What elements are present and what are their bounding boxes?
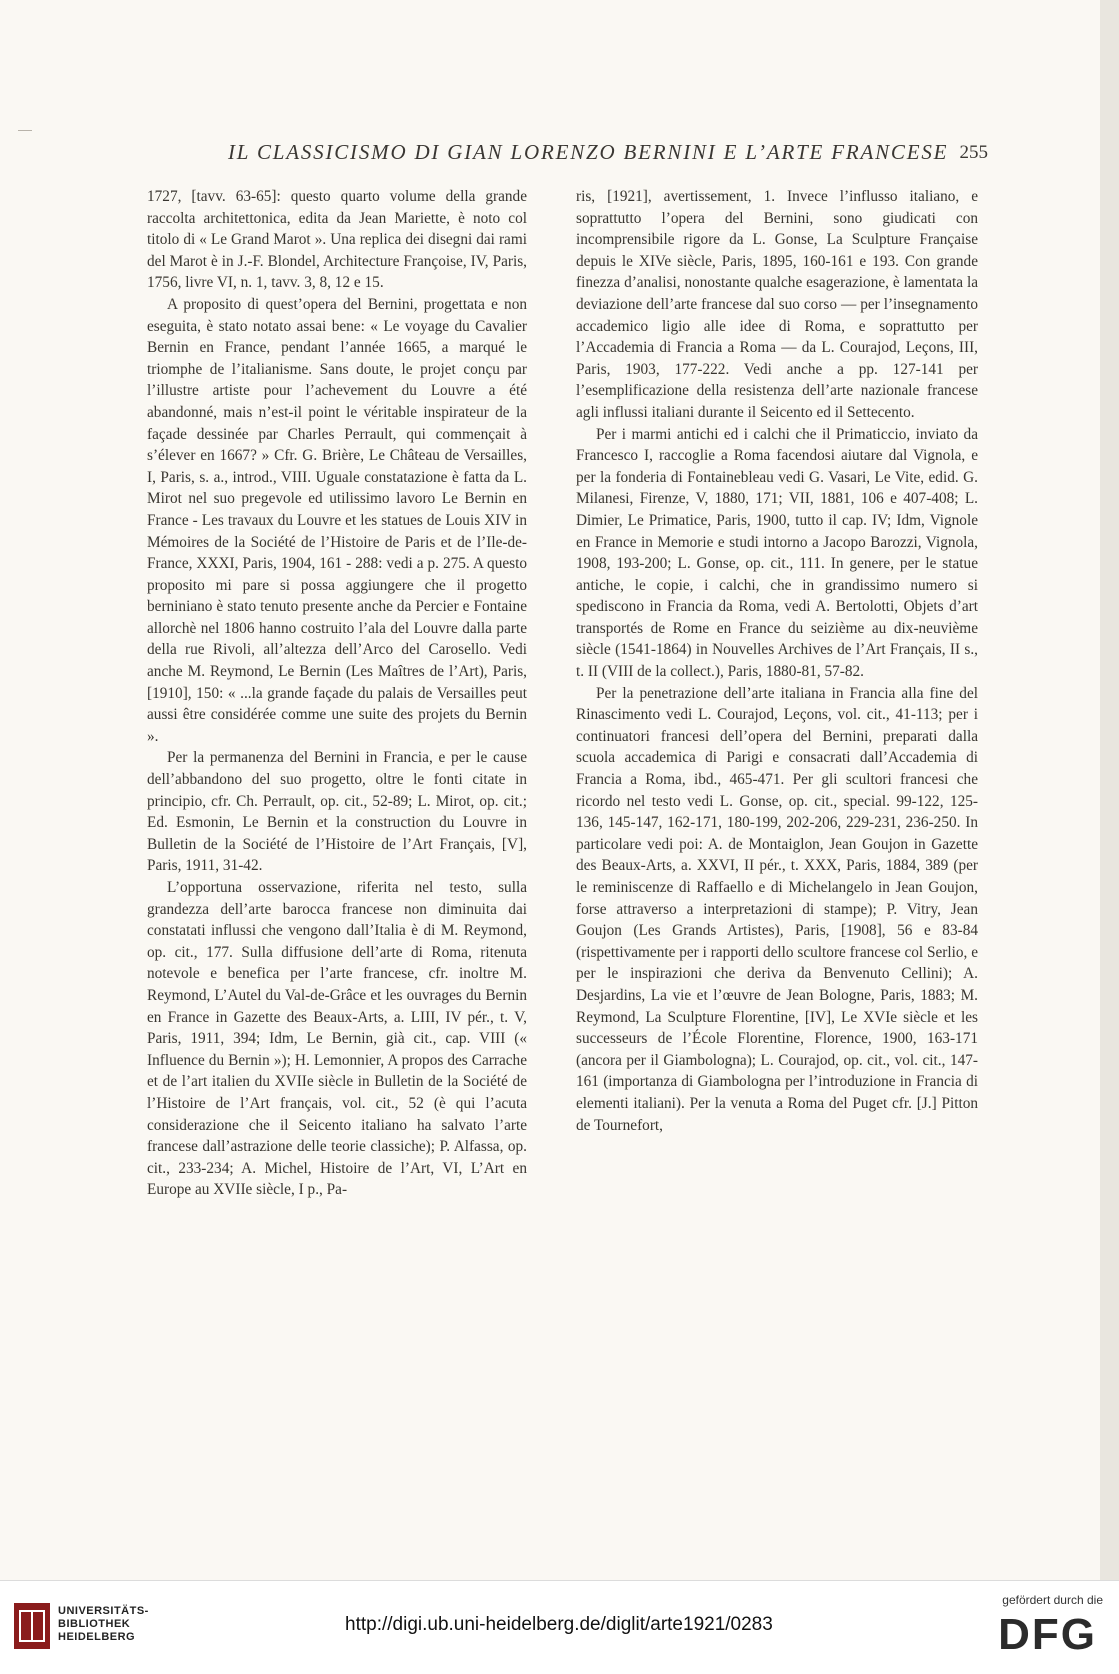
funded-by-label: gefördert durch die [1002, 1593, 1103, 1607]
university-seal-icon [14, 1603, 50, 1649]
paragraph: 1727, [tavv. 63-65]: questo quarto volume della grande raccolta architettonica, edita da Jean Mariette, è noto col titolo di « Le Grand Marot ». Una replica dei disegni dai rami del Marot è in J.-F. Blondel, Architecture Françoise, IV, Paris, 1756, livre VI, n. 1, tavv. 3, 8, 12 e 15. [147, 188, 527, 292]
margin-mark [18, 130, 32, 131]
digital-library-link[interactable]: http://digi.ub.uni-heidelberg.de/diglit/arte1921/0283 [345, 1614, 773, 1635]
digitization-footer [0, 1580, 1119, 1674]
page-number: 255 [959, 142, 988, 163]
page-header [228, 140, 988, 170]
dfg-logo: DFG [998, 1610, 1097, 1659]
paragraph: L’opportuna osservazione, riferita nel testo, sulla grandezza dell’arte barocca francese non diminuita dai constatati influssi che vengono dall’Italia è di M. Reymond, op. cit., 177. Sulla diffusione dell’arte di Roma, ritenuta notevole e benefica per l’arte francese, cfr. inoltre M. Reymond, L’Autel du Val-de-Grâce et les ouvrages du Bernin en France in Gazette des Beaux-Arts, a. LIII, IV pér., t. V, Paris, 1911, 394; Idm, Le Bernin, già cit., cap. VIII (« Influence du Bernin »); H. Lemonnier, A propos des Carrache et de l’art italien du XVIIe siècle in Bulletin de la Société de l’Histoire de l’Art français, vol. cit., 52 (è qui l’acuta considerazione che il Seicento italiano ha salvato l’arte francese dall’astrazione delle teorie classiche); P. Alfassa, op. cit., 233-234; A. Michel, Histoire de l’Art, VI, L’Art en Europe au XVIIe siècle, I p., Pa- [147, 879, 527, 1199]
paragraph: Per i marmi antichi ed i calchi che il Primaticcio, inviato da Francesco I, raccoglie a Roma facendosi aiutare dal Vignola, e per la fonderia di Fontainebleau vedi G. Vasari, Le Vite, edid. G. Milanesi, Firenze, V, 1880, 171; VII, 1881, 106 e 407-408; L. Dimier, Le Primatice, Paris, 1900, tutto il cap. IV; Idm, Vignole en France in Memorie e studi intorno a Jacopo Barozzi, Vignola, 1908, 193-200; L. Gonse, op. cit., 111. In genere, per le statue antiche, le copie, i calchi, che in grandissimo numero si spediscono in Francia da Roma, vedi A. Bertolotti, Objets d’art transportés de Rome en France du seizième au dix-neuvième siècle (1541-1864) in Nouvelles Archives de l’Art Français, II s., t. II (VIII de la collect.), Paris, 1880-81, 57-82. [576, 425, 978, 681]
paragraph: ris, [1921], avertissement, 1. Invece l’influsso italiano, e soprattutto l’opera del Bernini, sono giudicati con incomprensibile rigore da L. Gonse, La Sculpture Française depuis le XIVe siècle, Paris, 1895, 160-161 e 193. Con grande finezza d’analisi, nonostante qualche esagerazione, è lamentata la deviazione dell’arte francese dal suo corso — per l’insegnamento accademico ligio alle idee di Roma, e soprattutto per l’Accademia di Francia a Roma — da L. Courajod, Leçons, III, Paris, 1903, 177-222. Vedi anche a pp. 127-141 per l’esemplificazione della resistenza dell’arte nazionale francese agli influssi italiani durante il Seicento ed il Settecento. [576, 188, 978, 421]
paragraph: A proposito di quest’opera del Bernini, progettata e non eseguita, è stato notato assai bene: « Le voyage du Cavalier Bernin en France, pendant l’année 1665, a marqué le triomphe de l’italianisme. Sans doute, le projet conçu par l’illustre artiste pour l’achevement du Louvre a été abandonné, mais n’est-il point le véritable inspirateur de la façade dessinée par Charles Perrault, qui commençait à s’élever en 1667? » Cfr. G. Brière, Le Château de Versailles, I, Paris, s. a., introd., VIII. Uguale constatazione è fatta da L. Mirot nel suo pregevole ed utilissimo lavoro Le Bernin en France - Les travaux du Louvre et les statues de Louis XIV in Mémoires de la Société de l’Histoire de Paris et de l’Ile-de-France, XXXI, Paris, 1904, 161 - 288: vedi a p. 275. A questo proposito mi pare si possa aggiungere che il progetto berniniano è stato tenuto presente anche da Percier e Fontaine allorchè nel 1806 hanno costruito l’ala del Louvre dalla parte della rue Rivoli, all’altezza dell’Arco del Carosello. Vedi anche M. Reymond, Le Bernin (Les Maîtres de l’Art), Paris, [1910], 150: « ...la grande façade du palais de Versailles peut aussi être considérée comme une suite des projets du Bernin ». [147, 295, 527, 745]
left-column [147, 186, 527, 1201]
paragraph: Per la penetrazione dell’arte italiana in Francia alla fine del Rinascimento vedi L. Courajod, Leçons, vol. cit., 41-113; per i continuatori francesi dell’opera del Bernini, preparati dalla scuola accademica di Parigi e consacrati dall’Accademia di Francia a Roma, ibd., 465-471. Per gli scultori francesi che ricordo nel testo vedi L. Gonse, op. cit., special. 99-122, 125-136, 145-147, 162-171, 180-199, 202-206, 229-231, 236-250. In particolare vedi poi: A. de Montaiglon, Jean Goujon in Gazette des Beaux-Arts, a. XXVI, II pér., t. XXX, Paris, 1884, 389 (per le reminiscenze di Raffaello e di Michelangelo in Jean Goujon, forse attraverso a interpretazioni di stampe); P. Vitry, Jean Goujon (Les Grands Artistes), Paris, [1908], 56 e 83-84 (rispettivamente per i rapporti dello scultore francese col Serlio, e per le inspirazioni che deriva da Benvenuto Cellini); A. Desjardins, La vie et l’œuvre de Jean Bologne, Paris, 1883; M. Reymond, La Sculpture Florentine, [IV], Le XVIe siècle et les successeurs de l’École Florentine, Florence, 1900, 163-171 (ancora per il Giambologna); L. Courajod, op. cit., vol. cit., 147-161 (importanza di Giambologna per l’introduzione in Francia di elementi italiani). Per la venuta a Roma del Puget cfr. [J.] Pitton de Tournefort, [576, 684, 978, 1134]
right-column [576, 186, 978, 1136]
library-name: UNIVERSITÄTS- BIBLIOTHEK HEIDELBERG [58, 1605, 149, 1643]
paragraph: Per la permanenza del Bernini in Francia, e per le cause dell’abbandono del suo progetto, oltre le fonti citate in principio, cfr. Ch. Perrault, op. cit., 52-89; L. Mirot, op. cit.; Ed. Esmonin, Le Bernin et la construction du Louvre in Bulletin de la Société de l’Histoire de l’Art Français, [V], Paris, 1911, 31-42. [147, 749, 527, 875]
page-edge [1100, 0, 1119, 1580]
running-title: IL CLASSICISMO DI GIAN LORENZO BERNINI E L’ARTE FRANCESE [228, 140, 949, 164]
